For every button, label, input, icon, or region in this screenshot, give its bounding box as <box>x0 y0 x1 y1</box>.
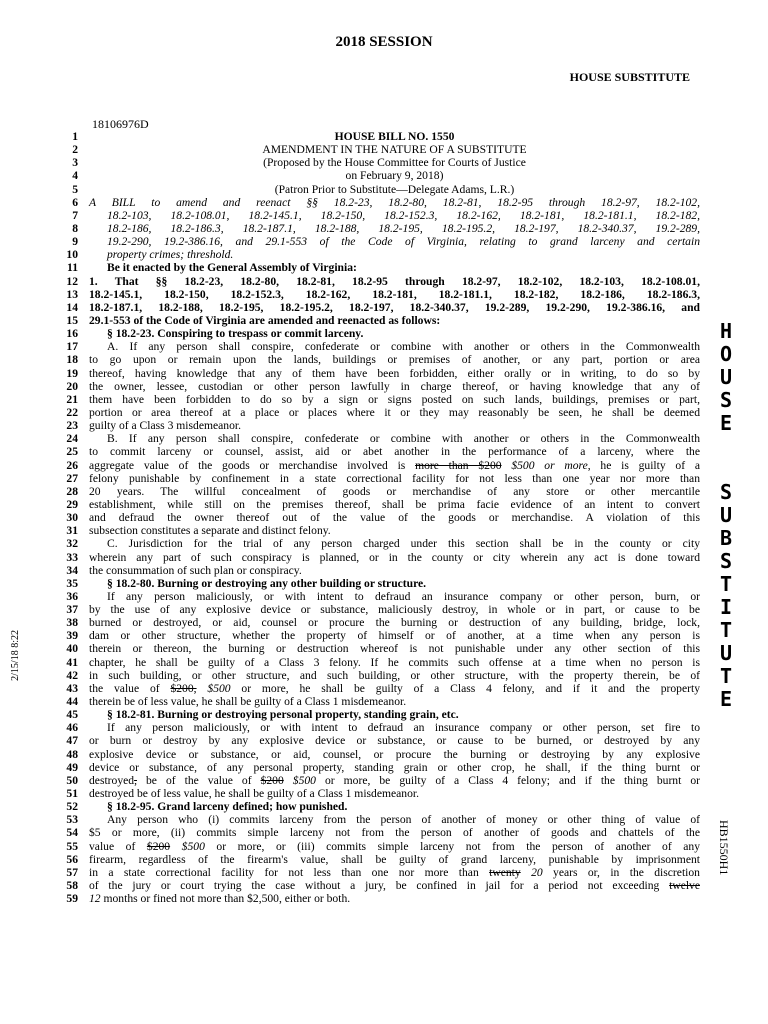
line-text <box>89 761 700 774</box>
line-text <box>89 248 700 261</box>
text-segment: § 18.2-81. Burning or destroying personal property, standing grain, etc. <box>107 708 459 722</box>
text-segment: A BILL to amend and reenact §§ 18.2-23, 18.2-80, 18.2-81, 18.2-95 through 18.2-97, 18.2-102, <box>89 195 700 209</box>
bill-line <box>50 708 700 721</box>
line-number: 2 <box>72 143 78 157</box>
line-number: 42 <box>66 668 78 682</box>
bill-line <box>50 275 700 288</box>
struck-text: , <box>134 773 137 787</box>
line-number: 55 <box>66 839 78 853</box>
bill-line <box>50 222 700 235</box>
struck-text: $200 <box>260 773 284 787</box>
text-segment: guilty of a Class 3 misdemeanor. <box>89 419 241 433</box>
text-segment: 18.2-186, 18.2-186.3, 18.2-187.1, 18.2-188, 18.2-195, 18.2-195.2, 18.2-197, 18.2-340.37, 19.2-289, <box>107 221 700 235</box>
line-text <box>89 511 700 524</box>
line-number: 23 <box>66 419 78 433</box>
line-text <box>89 314 700 327</box>
line-number: 24 <box>66 432 78 446</box>
line-number: 50 <box>66 773 78 787</box>
text-segment: § 18.2-23. Conspiring to trespass or commit larceny. <box>107 327 364 341</box>
bill-line <box>50 248 700 261</box>
bill-line <box>50 892 700 905</box>
line-text <box>89 419 700 432</box>
text-segment: therein be of less value, he shall be guilty of a Class 1 misdemeanor. <box>89 695 407 709</box>
line-text <box>89 393 700 406</box>
line-text <box>89 879 700 892</box>
text-segment: the owner, lessee, custodian or other person lawfully in charge thereof, or having knowledge that any of <box>89 379 700 393</box>
text-segment: 1. That §§ 18.2-23, 18.2-80, 18.2-81, 18.2-95 through 18.2-97, 18.2-102, 18.2-103, 18.2-108.01, <box>89 274 700 288</box>
line-text <box>89 721 700 734</box>
line-number: 10 <box>66 248 78 262</box>
bill-text-body <box>50 130 700 905</box>
text-segment: 29.1-553 of the Code of Virginia are amended and reenacted as follows: <box>89 313 441 327</box>
bill-line <box>50 511 700 524</box>
line-text <box>89 275 700 288</box>
line-text <box>89 616 700 629</box>
text-segment: (Patron Prior to Substitute—Delegate Adams, L.R.) <box>274 182 515 196</box>
bill-line <box>50 642 700 655</box>
text-segment: or more, he shall be guilty of a Class 4 felony, and if it and the property <box>230 681 700 695</box>
text-segment: to commit larceny or counsel, assist, aid or abet another in the performance of a larceny, where the <box>89 445 700 459</box>
text-segment: thereof, having knowledge that any of them have been forbidden, either orally or in writing, to do so by <box>89 366 700 380</box>
text-segment: in such building, or other structure, and such building, or other structure, with the property therein, be of <box>89 668 700 682</box>
text-segment: $5 or more, (ii) commits simple larceny not from the person of another of goods and chattels of the <box>89 826 700 840</box>
bill-line <box>50 695 700 708</box>
text-segment: wherein any part of such conspiracy is planned, or in the county or city wherein any act is done toward <box>89 550 700 564</box>
text-segment: in a state correctional facility for not less than one nor more than <box>89 865 490 879</box>
line-number: 45 <box>66 708 78 722</box>
line-number: 14 <box>66 300 78 314</box>
text-segment: by the use of any explosive device or substance, maliciously destroy, in whole or in part, or cause to be <box>89 603 700 617</box>
bill-line <box>50 261 700 274</box>
text-segment: portion or area thereof at a place or places where it or they may reasonably be seen, he shall be deemed <box>89 405 700 419</box>
line-text <box>89 551 700 564</box>
line-number: 41 <box>66 655 78 669</box>
bill-line <box>50 209 700 222</box>
text-segment: 18.2-187.1, 18.2-188, 18.2-195, 18.2-195.2, 18.2-197, 18.2-340.37, 19.2-289, 19.2-290, 19.2-386.16, and <box>89 300 700 314</box>
line-text <box>89 183 700 196</box>
text-segment <box>521 866 531 879</box>
line-text <box>89 866 700 879</box>
line-text <box>89 169 700 182</box>
bill-line <box>50 393 700 406</box>
line-text <box>89 787 700 800</box>
bill-line <box>50 800 700 813</box>
text-segment: burned or destroyed, or aid, counsel or procure the burning or destruction of any building, bridge, lock, <box>89 616 700 630</box>
line-text <box>89 682 700 695</box>
bill-line <box>50 156 700 169</box>
text-segment: dam or other structure, whether the property of himself or of another, at a time when any person is <box>89 629 700 643</box>
text-segment: 18.2-145.1, 18.2-150, 18.2-152.3, 18.2-162, 18.2-181, 18.2-181.1, 18.2-182, 18.2-186, 18.2-186.3, <box>89 287 700 301</box>
inserted-text: $500 <box>181 839 205 853</box>
line-number: 1 <box>72 130 78 143</box>
document-number: 18106976D <box>92 117 149 131</box>
text-segment: AMENDMENT IN THE NATURE OF A SUBSTITUTE <box>262 143 527 157</box>
bill-line <box>50 603 700 616</box>
bill-line <box>50 524 700 537</box>
line-text <box>89 130 700 143</box>
text-segment: to go upon or remain upon the lands, buildings or premises of another, or any part, portion or area <box>89 353 700 367</box>
line-text <box>89 853 700 866</box>
inserted-text: $500 <box>207 681 231 695</box>
line-text <box>89 840 700 853</box>
line-text <box>89 564 700 577</box>
line-text <box>89 813 700 826</box>
text-segment: the consummation of such plan or conspiracy. <box>89 563 302 577</box>
bill-line <box>50 459 700 472</box>
line-number: 37 <box>66 603 78 617</box>
line-text <box>89 577 700 590</box>
line-number: 6 <box>72 195 78 209</box>
text-segment: destroyed <box>89 773 135 787</box>
line-number: 46 <box>66 721 78 735</box>
bill-line <box>50 564 700 577</box>
text-segment: months or fined not more than $2,500, either or both. <box>100 892 351 906</box>
line-text <box>89 445 700 458</box>
line-text <box>89 472 700 485</box>
text-segment <box>197 682 208 695</box>
text-segment: and defraud the owner thereof out of the value of the goods or merchandise. A violation of this <box>89 511 700 525</box>
line-number: 3 <box>72 156 78 170</box>
bill-line <box>50 235 700 248</box>
text-segment: Any person who (i) commits larceny from the person of another of money or other thing of value of <box>107 813 700 827</box>
bill-line <box>50 169 700 182</box>
bill-line <box>50 314 700 327</box>
line-text <box>89 327 700 340</box>
text-segment: 19.2-290, 19.2-386.16, and 29.1-553 of the Code of Virginia, relating to grand larceny and certain <box>107 235 700 249</box>
line-text <box>89 143 700 156</box>
line-text <box>89 459 700 472</box>
line-number: 8 <box>72 221 78 235</box>
text-segment: explosive device or substance, or aid, counsel, or procure the burning or destroying by any explosive <box>89 747 700 761</box>
line-text <box>89 288 700 301</box>
inserted-text: $500 or more <box>511 458 588 472</box>
struck-text: $200 <box>146 839 171 853</box>
line-number: 20 <box>66 379 78 393</box>
line-number: 52 <box>66 800 78 814</box>
line-number: 22 <box>66 405 78 419</box>
bill-line <box>50 669 700 682</box>
line-number: 13 <box>66 287 78 301</box>
line-text <box>89 537 700 550</box>
line-number: 59 <box>66 892 78 906</box>
text-segment: therein or thereon, the burning or destruction whereof is not punishable under any other section of this <box>89 642 700 656</box>
line-text <box>89 826 700 839</box>
text-segment: (Proposed by the House Committee for Courts of Justice <box>263 156 526 170</box>
line-number: 26 <box>66 458 78 472</box>
line-number: 32 <box>66 537 78 551</box>
line-text <box>89 603 700 616</box>
line-number: 15 <box>66 313 78 327</box>
bill-line <box>50 866 700 879</box>
text-segment: establishment, while still on the premises thereof, shall be prima facie evidence of an intent to convert <box>89 497 700 511</box>
text-segment: the value of <box>89 681 171 695</box>
line-text <box>89 222 700 235</box>
vertical-title-text: H O U S E S U B S T I T U T E <box>719 319 733 711</box>
line-text <box>89 708 700 721</box>
line-text <box>89 367 700 380</box>
bill-line <box>50 551 700 564</box>
text-segment: A. If any person shall conspire, confederate or combine with another or others in the Commonwealth <box>107 340 700 354</box>
text-segment <box>284 774 293 787</box>
line-number: 17 <box>66 340 78 354</box>
line-number: 47 <box>66 734 78 748</box>
bill-line <box>50 656 700 669</box>
text-segment: HOUSE BILL NO. 1550 <box>334 130 455 143</box>
line-number: 49 <box>66 760 78 774</box>
bill-line <box>50 577 700 590</box>
bill-line <box>50 340 700 353</box>
line-number: 5 <box>72 182 78 196</box>
line-number: 12 <box>66 274 78 288</box>
line-number: 58 <box>66 879 78 893</box>
bill-line <box>50 419 700 432</box>
text-segment: be of the value of <box>136 773 261 787</box>
bill-line <box>50 682 700 695</box>
line-text <box>89 261 700 274</box>
bill-code: HB1550H1 <box>717 820 731 876</box>
bill-line <box>50 406 700 419</box>
line-number: 44 <box>66 695 78 709</box>
text-segment: or burn or destroy by any explosive device or substance, or cause to be burned, or destroyed by any <box>89 734 700 748</box>
datestamp: 2/15/18 8:22 <box>10 630 21 681</box>
text-segment: 20 years. The willful concealment of goods or merchandise of any store or other mercantile <box>89 484 700 498</box>
line-text <box>89 669 700 682</box>
line-text <box>89 432 700 445</box>
struck-text: more than $200 <box>415 458 502 472</box>
bill-line <box>50 721 700 734</box>
bill-line <box>50 353 700 366</box>
line-text <box>89 800 700 813</box>
line-number: 48 <box>66 747 78 761</box>
text-segment: destroyed be of less value, he shall be guilty of a Class 1 misdemeanor. <box>89 787 420 801</box>
inserted-text: 20 <box>531 865 543 879</box>
bill-line <box>50 445 700 458</box>
line-number: 29 <box>66 497 78 511</box>
bill-line <box>50 853 700 866</box>
bill-line <box>50 748 700 761</box>
bill-line <box>50 327 700 340</box>
bill-line <box>50 196 700 209</box>
line-number: 4 <box>72 169 78 183</box>
line-text <box>89 353 700 366</box>
text-segment: or more, or (iii) commits simple larceny not from the person of another of any <box>204 839 700 853</box>
line-text <box>89 235 700 248</box>
text-segment: B. If any person shall conspire, confederate or combine with another or others in the Commonwealth <box>107 432 700 446</box>
line-number: 18 <box>66 353 78 367</box>
line-text <box>89 695 700 708</box>
bill-line <box>50 183 700 196</box>
line-number: 53 <box>66 813 78 827</box>
line-number: 16 <box>66 327 78 341</box>
text-segment: 18.2-103, 18.2-108.01, 18.2-145.1, 18.2-150, 18.2-152.3, 18.2-162, 18.2-181, 18.2-181.1, 18.2-182, <box>107 208 700 222</box>
bill-line <box>50 130 700 143</box>
line-text <box>89 196 700 209</box>
text-segment <box>502 459 512 472</box>
line-text <box>89 209 700 222</box>
line-number: 36 <box>66 589 78 603</box>
line-text <box>89 642 700 655</box>
text-segment: § 18.2-80. Burning or destroying any other building or structure. <box>107 576 427 590</box>
inserted-text: $500 <box>292 773 316 787</box>
text-segment: , he is guilty of a <box>587 458 700 472</box>
line-number: 11 <box>67 261 78 275</box>
text-segment: § 18.2-95. Grand larceny defined; how punished. <box>107 800 348 814</box>
text-segment: felony punishable by confinement in a state correctional facility for not less than one year nor more than <box>89 471 700 485</box>
text-segment: subsection constitutes a separate and distinct felony. <box>89 524 331 538</box>
line-text <box>89 524 700 537</box>
bill-line <box>50 826 700 839</box>
bill-line <box>50 498 700 511</box>
bill-line <box>50 472 700 485</box>
text-segment: property crimes; threshold. <box>107 248 234 262</box>
line-number: 39 <box>66 629 78 643</box>
session-title: 2018 SESSION <box>335 34 433 50</box>
text-segment: chapter, he shall be guilty of a Class 3 felony. If he commits such offense at a time when no person is <box>89 655 700 669</box>
line-number: 27 <box>66 471 78 485</box>
text-segment: on February 9, 2018) <box>345 169 444 183</box>
text-segment: If any person maliciously, or with intent to defraud an insurance company or other person, set fire to <box>107 721 700 735</box>
line-text <box>89 498 700 511</box>
line-number: 40 <box>66 642 78 656</box>
line-number: 33 <box>66 550 78 564</box>
line-number: 34 <box>66 563 78 577</box>
line-text <box>89 156 700 169</box>
bill-line <box>50 380 700 393</box>
vertical-house-substitute-title <box>706 320 746 711</box>
line-text <box>89 774 700 787</box>
line-number: 25 <box>66 445 78 459</box>
text-segment: years or, in the discretion <box>542 865 700 879</box>
line-text <box>89 380 700 393</box>
text-segment: device or substance, of any personal property, standing grain or other crop, he shall, if the thing burnt or <box>89 760 700 774</box>
line-text <box>89 485 700 498</box>
bill-line <box>50 787 700 800</box>
line-number: 54 <box>66 826 78 840</box>
line-text <box>89 892 700 905</box>
line-text <box>89 734 700 747</box>
bill-line <box>50 537 700 550</box>
text-segment: aggregate value of the goods or merchandise involved is <box>89 458 416 472</box>
line-number: 38 <box>66 616 78 630</box>
struck-text: twenty <box>489 865 521 879</box>
substitute-label: HOUSE SUBSTITUTE <box>569 70 690 84</box>
bill-line <box>50 616 700 629</box>
text-segment: value of <box>89 839 147 853</box>
bill-line <box>50 761 700 774</box>
text-segment: them have been forbidden to do so by a sign or signs posted on such lands, buildings, premises or part, <box>89 392 700 406</box>
bill-line <box>50 590 700 603</box>
struck-text: twelve <box>669 879 700 893</box>
bill-line <box>50 774 700 787</box>
bill-line <box>50 813 700 826</box>
line-number: 7 <box>72 208 78 222</box>
line-text <box>89 656 700 669</box>
line-number: 21 <box>66 392 78 406</box>
text-segment: or more, be guilty of a Class 4 felony; and if the thing burnt or <box>315 773 700 787</box>
text-segment: Be it enacted by the General Assembly of Virginia: <box>107 261 357 275</box>
line-text <box>89 590 700 603</box>
inserted-text: 12 <box>89 892 101 906</box>
line-number: 43 <box>66 681 78 695</box>
text-segment: firearm, regardless of the firearm's value, shall be guilty of grand larceny, punishable by imprisonment <box>89 852 700 866</box>
line-number: 51 <box>66 787 78 801</box>
line-number: 35 <box>66 576 78 590</box>
bill-line <box>50 734 700 747</box>
line-number: 19 <box>66 366 78 380</box>
struck-text: $200, <box>170 681 197 695</box>
bill-line <box>50 143 700 156</box>
text-segment <box>170 840 182 853</box>
bill-line <box>50 485 700 498</box>
line-number: 57 <box>66 865 78 879</box>
text-segment: C. Jurisdiction for the trial of any person charged under this section shall be in the county or city <box>107 537 700 551</box>
line-text <box>89 406 700 419</box>
line-text <box>89 340 700 353</box>
bill-line <box>50 879 700 892</box>
line-text <box>89 301 700 314</box>
bill-line <box>50 288 700 301</box>
line-number: 56 <box>66 852 78 866</box>
line-number: 30 <box>66 511 78 525</box>
bill-line <box>50 367 700 380</box>
text-segment: If any person maliciously, or with intent to defraud an insurance company or other person, burn, or <box>107 589 700 603</box>
bill-line <box>50 629 700 642</box>
bill-line <box>50 432 700 445</box>
line-text <box>89 748 700 761</box>
line-number: 9 <box>72 235 78 249</box>
bill-line <box>50 301 700 314</box>
text-segment: of the jury or court trying the case without a jury, be confined in jail for a period not exceeding <box>89 879 670 893</box>
bill-line <box>50 840 700 853</box>
line-text <box>89 629 700 642</box>
line-number: 31 <box>66 524 78 538</box>
line-number: 28 <box>66 484 78 498</box>
